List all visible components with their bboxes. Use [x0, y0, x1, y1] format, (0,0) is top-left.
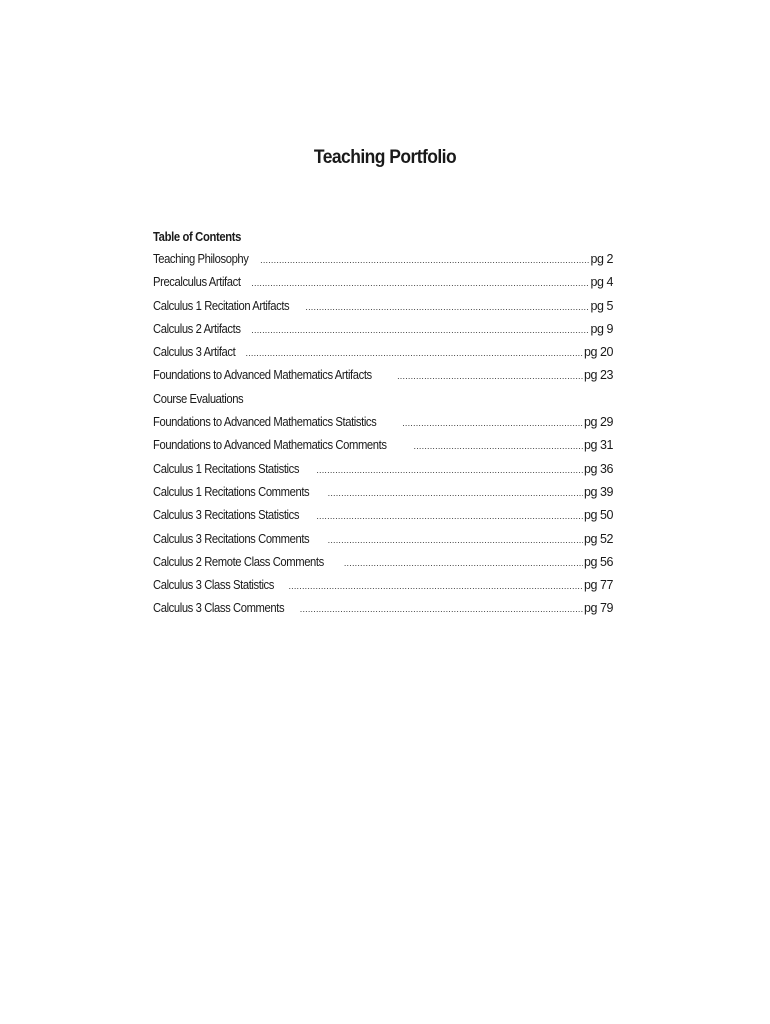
toc-entry	[153, 366, 613, 389]
toc-entry	[153, 576, 613, 599]
toc-entry	[153, 250, 613, 273]
toc-entry-page: pg 23	[583, 368, 613, 383]
toc-heading: Table of Contents	[153, 230, 242, 244]
toc-dot-leader	[246, 344, 583, 362]
toc-dot-leader	[328, 531, 583, 549]
toc-entry-page: pg 31	[583, 438, 613, 453]
toc-entry	[153, 343, 613, 366]
toc-entry-label: Course Evaluations	[153, 391, 244, 406]
toc-entry-label: Calculus 2 Remote Class Comments	[153, 554, 324, 569]
toc-entry-page: pg 9	[590, 321, 613, 336]
toc-entry	[153, 413, 613, 436]
toc-entry-page: pg 56	[583, 554, 613, 569]
toc-dot-leader	[251, 321, 589, 339]
toc-entry	[153, 483, 613, 506]
toc-entry-page: pg 29	[583, 415, 613, 430]
toc-entry	[153, 530, 613, 553]
toc-list	[153, 250, 623, 623]
toc-entry-label: Foundations to Advanced Mathematics Artifacts	[153, 368, 372, 383]
toc-entry-label: Calculus 3 Recitations Comments	[153, 531, 310, 546]
toc-entry-page: pg 39	[583, 484, 613, 499]
table-of-contents	[153, 228, 623, 623]
toc-entry-label: Calculus 3 Artifact	[153, 345, 236, 360]
toc-section-heading	[153, 390, 613, 413]
document-title: Teaching Portfolio	[313, 147, 457, 168]
toc-entry	[153, 599, 613, 622]
toc-dot-leader	[397, 367, 583, 385]
toc-dot-leader	[344, 554, 583, 572]
toc-dot-leader	[414, 437, 583, 455]
toc-entry-label: Teaching Philosophy	[153, 252, 249, 266]
toc-dot-leader	[260, 251, 589, 269]
toc-entry-page: pg 20	[583, 345, 613, 360]
toc-entry-label: Calculus 3 Class Statistics	[153, 578, 274, 593]
toc-dot-leader	[288, 577, 583, 595]
toc-dot-leader	[328, 484, 583, 502]
toc-entry-page: pg 77	[583, 578, 613, 593]
toc-entry	[153, 436, 613, 459]
toc-entry-label: Calculus 1 Recitations Statistics	[153, 461, 300, 476]
toc-entry-page: pg 52	[583, 531, 613, 546]
toc-dot-leader	[305, 298, 589, 316]
toc-entry-label: Calculus 3 Class Comments	[153, 601, 285, 616]
toc-dot-leader	[300, 600, 583, 618]
toc-entry	[153, 320, 613, 343]
toc-entry-page: pg 4	[590, 275, 613, 290]
toc-entry-label: Foundations to Advanced Mathematics Statistics	[153, 415, 377, 430]
toc-entry-label: Calculus 1 Recitations Comments	[153, 484, 310, 499]
toc-dot-leader	[316, 461, 583, 479]
toc-entry	[153, 297, 613, 320]
toc-entry-label: Calculus 2 Artifacts	[153, 321, 241, 336]
toc-entry-page: pg 5	[590, 298, 613, 313]
toc-entry-page: pg 79	[583, 601, 613, 616]
toc-dot-leader	[402, 414, 583, 432]
toc-entry	[153, 273, 613, 296]
toc-entry-page: pg 50	[583, 508, 613, 523]
toc-dot-leader	[251, 274, 589, 292]
toc-dot-leader	[316, 507, 583, 525]
toc-entry-label: Calculus 1 Recitation Artifacts	[153, 298, 290, 313]
toc-entry	[153, 553, 613, 576]
toc-entry-label: Foundations to Advanced Mathematics Comments	[153, 438, 387, 453]
toc-entry-page: pg 2	[590, 252, 613, 266]
toc-entry-label: Precalculus Artifact	[153, 275, 241, 290]
toc-entry	[153, 460, 613, 483]
toc-entry	[153, 506, 613, 529]
toc-entry-page: pg 36	[583, 461, 613, 476]
toc-entry-label: Calculus 3 Recitations Statistics	[153, 508, 300, 523]
